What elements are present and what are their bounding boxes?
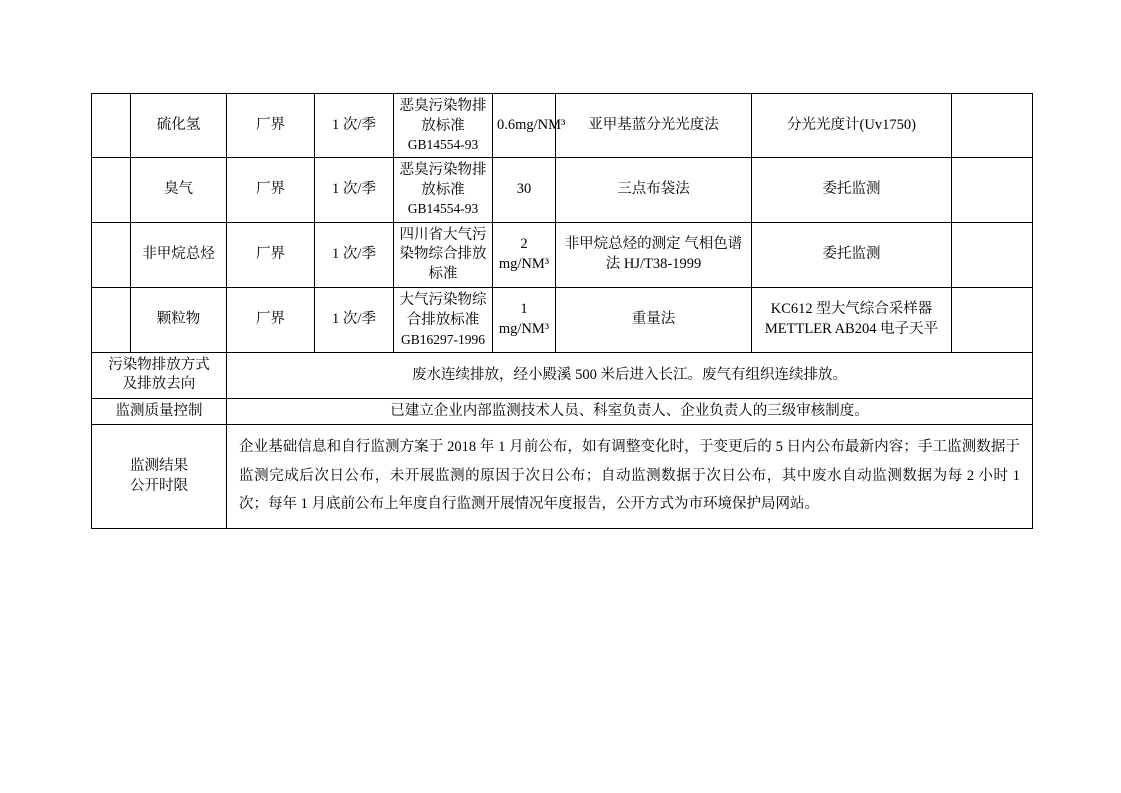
cell-instrument: 委托监测 — [752, 158, 952, 222]
standard-code: GB14554-93 — [407, 201, 479, 217]
cell-frequency: 1 次/季 — [315, 288, 394, 352]
standard-name: 恶臭污染物排放标准 — [399, 162, 487, 198]
cell-site: 厂界 — [227, 222, 315, 288]
cell-site: 厂界 — [227, 288, 315, 352]
standard-code: GB14554-93 — [407, 137, 479, 153]
cell-standard — [394, 158, 493, 222]
cell-remark — [952, 158, 1033, 222]
summary-value-discharge: 废水连续排放，经小殿溪 500 米后进入长江。废气有组织连续排放。 — [227, 352, 1033, 398]
summary-label-disclosure: 监测结果 公开时限 — [92, 425, 227, 529]
cell-method: 重量法 — [556, 288, 752, 352]
cell-method: 非甲烷总烃的测定 气相色谱法 HJ/T38-1999 — [556, 222, 752, 288]
monitoring-table-wrapper — [91, 93, 1032, 529]
cell-frequency: 1 次/季 — [315, 94, 394, 158]
table-row — [92, 94, 1033, 158]
cell-pollutant: 臭气 — [131, 158, 227, 222]
table-row — [92, 288, 1033, 352]
cell-remark — [952, 288, 1033, 352]
table-row-summary — [92, 398, 1033, 425]
self-monitoring-table — [91, 93, 1033, 529]
cell-frequency: 1 次/季 — [315, 158, 394, 222]
table-row-summary — [92, 352, 1033, 398]
cell-site: 厂界 — [227, 158, 315, 222]
summary-value-disclosure: 企业基础信息和自行监测方案于 2018 年 1 月前公布，如有调整变化时，于变更后的 5 日内公布最新内容；手工监测数据于监测完成后次日公布，未开展监测的原因于次日公布；自动监测数据于次日公布，其中废水自动监测数据为每 2 小时 1 次；每年 1 月底前公布上年度自行监测开展情况年度报告，公开方式为市环境保护局网站。 — [227, 425, 1033, 529]
cell-pollutant: 非甲烷总烃 — [131, 222, 227, 288]
cell-limit: 1 mg/NM³ — [493, 288, 556, 352]
cell-standard — [394, 94, 493, 158]
cell-limit: 30 — [493, 158, 556, 222]
cell-limit: 0.6mg/NM³ — [493, 94, 556, 158]
table-row — [92, 158, 1033, 222]
table-row-summary — [92, 425, 1033, 529]
cell-method: 三点布袋法 — [556, 158, 752, 222]
standard-name: 恶臭污染物排放标准 — [399, 98, 487, 134]
standard-code: GB16297-1996 — [401, 331, 485, 347]
summary-label-discharge: 污染物排放方式 及排放去向 — [92, 352, 227, 398]
cell-index — [92, 222, 131, 288]
table-row — [92, 222, 1033, 288]
cell-index — [92, 158, 131, 222]
cell-pollutant: 硫化氢 — [131, 94, 227, 158]
cell-frequency: 1 次/季 — [315, 222, 394, 288]
cell-remark — [952, 94, 1033, 158]
cell-instrument: KC612 型大气综合采样器 METTLER AB204 电子天平 — [752, 288, 952, 352]
standard-name: 大气污染物综合排放标准 — [399, 292, 487, 328]
cell-instrument: 委托监测 — [752, 222, 952, 288]
cell-instrument: 分光光度计(Uv1750) — [752, 94, 952, 158]
cell-site: 厂界 — [227, 94, 315, 158]
cell-pollutant: 颗粒物 — [131, 288, 227, 352]
cell-remark — [952, 222, 1033, 288]
cell-index — [92, 288, 131, 352]
standard-name: 四川省大气污染物综合排放标准 — [399, 226, 487, 282]
cell-limit: 2 mg/NM³ — [493, 222, 556, 288]
summary-value-quality-control: 已建立企业内部监测技术人员、科室负责人、企业负责人的三级审核制度。 — [227, 398, 1033, 425]
summary-label-quality-control: 监测质量控制 — [92, 398, 227, 425]
cell-standard — [394, 222, 493, 288]
cell-standard — [394, 288, 493, 352]
cell-method: 亚甲基蓝分光光度法 — [556, 94, 752, 158]
cell-index — [92, 94, 131, 158]
